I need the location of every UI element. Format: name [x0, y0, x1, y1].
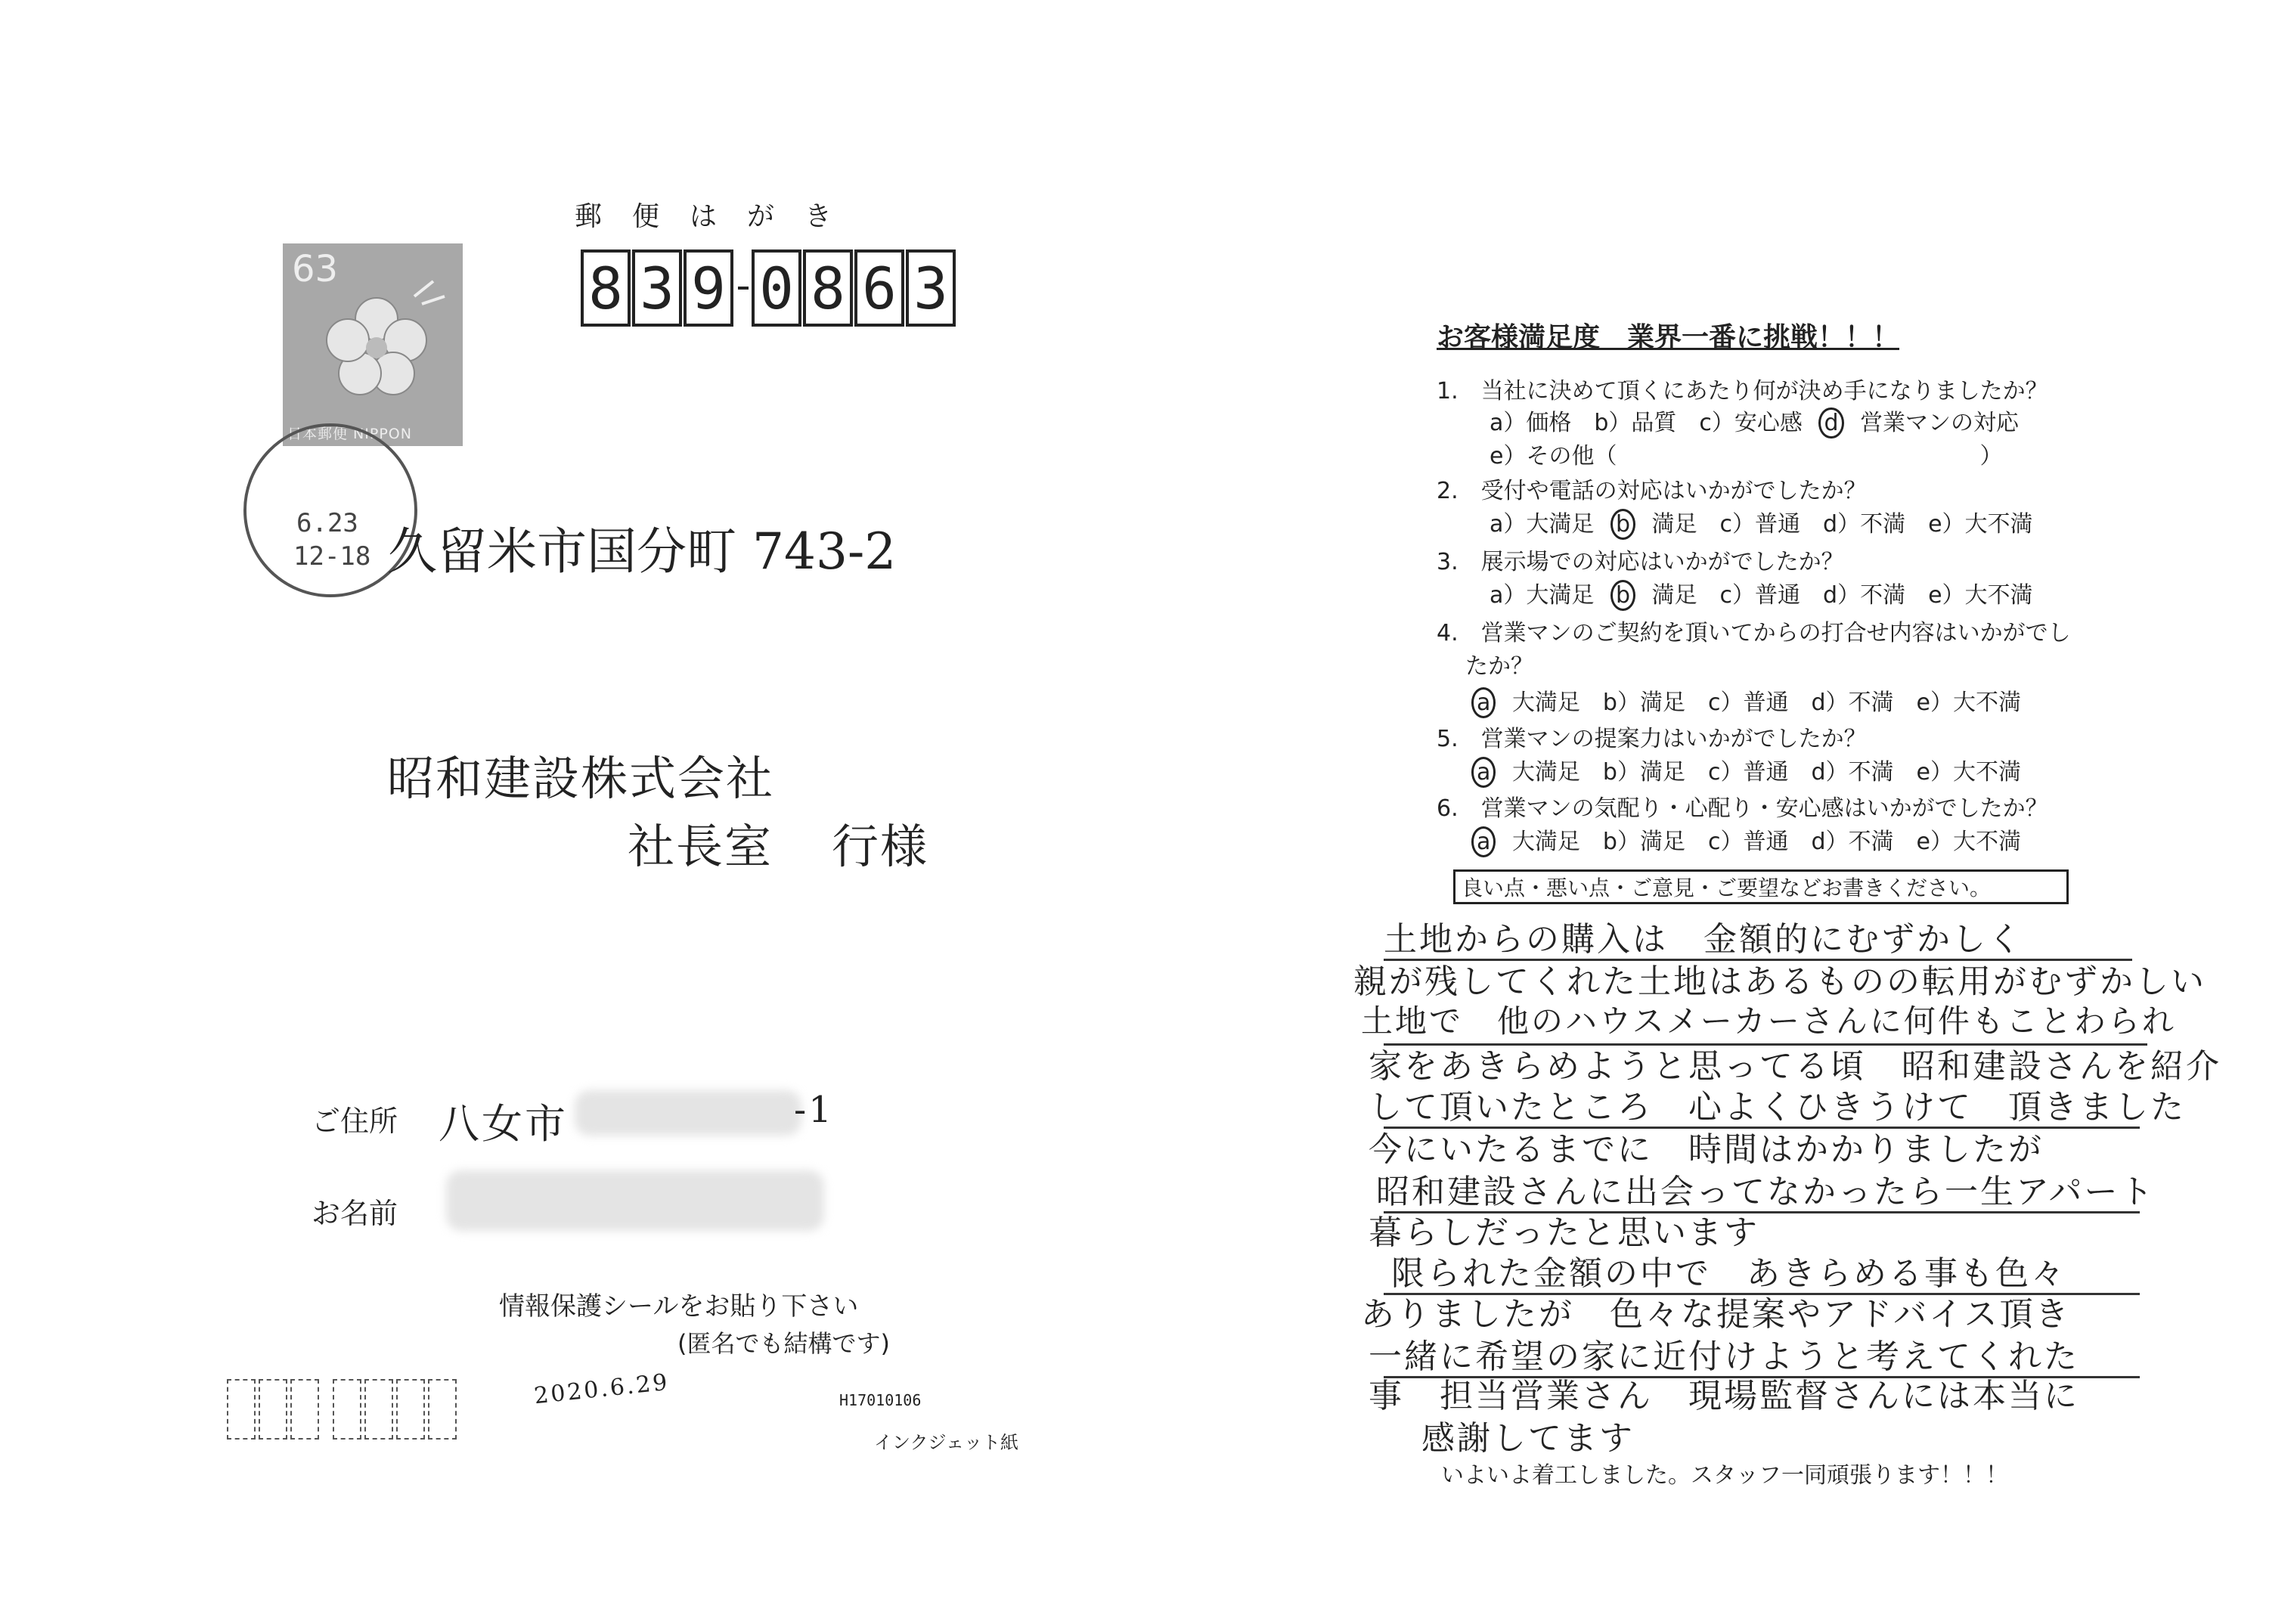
handwritten-line: 親が残してくれた土地はあるものの転用がむずかしい [1353, 962, 2206, 1001]
sender-address-label: ご住所 [312, 1105, 398, 1138]
question-5: 5. 営業マンの提案力はいかがでしたか？ [1437, 726, 1867, 752]
handwritten-line: 一緒に希望の家に近付けようと考えてくれた [1369, 1337, 2079, 1376]
zip-digit: 0 [752, 249, 801, 327]
stamp-value: 63 [292, 248, 339, 290]
sender-address-value: 八女市 [439, 1100, 568, 1148]
recipient-address: 久留米市国分町 743-2 [387, 522, 897, 581]
question-2-options [1490, 505, 2033, 540]
postage-stamp [283, 243, 463, 446]
received-date: 2020.6.29 [532, 1368, 671, 1410]
product-code: H17010106 [839, 1391, 922, 1409]
seal-notice: 情報保護シールをお貼り下さい [499, 1291, 859, 1322]
zip-digit: 3 [906, 249, 956, 327]
postmark-time: 12-18 [293, 541, 371, 572]
paper-type: インクジェット紙 [874, 1432, 1019, 1453]
question-4-answer: a [1471, 687, 1496, 718]
redacted-name [446, 1170, 824, 1231]
question-5-answer: a [1471, 757, 1496, 788]
handwritten-line: 暮らしだったと思います [1369, 1213, 1759, 1252]
zip-digit: 6 [854, 249, 904, 327]
option-text: a）大満足 [1490, 582, 1595, 609]
zip-digit: 9 [684, 249, 733, 327]
question-6-options [1471, 823, 2021, 857]
question-4-options [1471, 683, 2021, 718]
recipient-department: 社長室 [628, 819, 773, 874]
postmark-date: 6.23 [296, 508, 358, 538]
zip-digit: 3 [632, 249, 682, 327]
stamp-text: 日本郵便 NIPPON [287, 426, 412, 442]
handwritten-line: 土地で 他のハウスメーカーさんに何件もことわられ [1361, 1003, 2176, 1040]
question-2-answer: b [1610, 509, 1635, 540]
question-1-answer: d [1818, 408, 1843, 439]
question-5-options [1471, 753, 2021, 788]
postcard-header: 郵便はがき [575, 201, 863, 232]
survey-footer: いよいよ着工しました。スタッフ一同頑張ります！！！ [1441, 1462, 2008, 1489]
question-6-answer: a [1471, 826, 1496, 857]
option-text: 大満足 b）満足 c）普通 d）不満 e）大不満 [1511, 690, 2021, 716]
redacted-address [575, 1090, 801, 1136]
option-text: 満足 c）普通 d）不満 e）大不満 [1651, 582, 2033, 609]
sender-zip-boxes [227, 1379, 457, 1440]
question-1-other: e）その他（ ） [1490, 443, 2003, 470]
option-text: 大満足 b）満足 c）普通 d）不満 e）大不満 [1511, 829, 2021, 855]
question-1: 1. 当社に決めて頂くにあたり何が決め手になりましたか？ [1437, 378, 2048, 404]
handwritten-line: 今にいたるまでに 時間はかかりましたが [1369, 1130, 2044, 1169]
postal-code [581, 249, 957, 327]
handwritten-line: ありましたが 色々な提案やアドバイス頂き [1361, 1295, 2071, 1334]
option-text: 大満足 b）満足 c）普通 d）不満 e）大不満 [1511, 759, 2021, 786]
handwritten-line: 昭和建設さんに出会ってなかったら一生アパート [1376, 1173, 2156, 1211]
seal-notice-sub: (匿名でも結構です) [677, 1329, 890, 1358]
survey-title: お客様満足度 業界一番に挑戦！！！ [1437, 322, 1900, 353]
handwritten-line: 感謝してます [1421, 1419, 1635, 1458]
question-4: 4. 営業マンのご契約を頂いてからの打合せ内容はいかがでし [1437, 620, 2071, 646]
zip-digit: 8 [803, 249, 853, 327]
question-2: 2. 受付や電話の対応はいかがでしたか？ [1437, 478, 1867, 504]
question-3-options [1490, 576, 2033, 611]
handwritten-line: 事 担当営業さん 現場監督さんには本当に [1369, 1377, 2079, 1415]
sender-address-suffix: -1 [794, 1089, 834, 1131]
option-text: a）大満足 [1490, 511, 1595, 538]
handwritten-line: 限られた金額の中で あきらめる事も色々 [1391, 1254, 2066, 1293]
question-1-options [1490, 404, 2019, 439]
zip-separator [738, 287, 749, 290]
sender-name-label: お名前 [312, 1197, 398, 1230]
handwritten-line: して頂いたところ 心よくひきうけて 頂きました [1369, 1088, 2186, 1127]
question-4-cont: たか？ [1465, 653, 1533, 680]
comment-prompt: 良い点・悪い点・ご意見・ご要望などお書きください。 [1453, 869, 2069, 904]
recipient-company: 昭和建設株式会社 [387, 751, 775, 806]
handwritten-line: 土地からの購入は 金額的にむずかしく [1384, 920, 2023, 959]
zip-digit: 8 [581, 249, 631, 327]
question-1-options-text: a）価格 b）品質 c）安心感 [1490, 410, 1803, 436]
question-3: 3. 展示場での対応はいかがでしたか？ [1437, 549, 1844, 575]
option-text: 満足 c）普通 d）不満 e）大不満 [1651, 511, 2033, 538]
question-6: 6. 営業マンの気配り・心配り・安心感はいかがでしたか？ [1437, 795, 2048, 822]
cherry-blossom-icon [301, 274, 452, 417]
question-3-answer: b [1610, 580, 1635, 611]
recipient-honorific: 行様 [832, 819, 929, 874]
handwritten-line: 家をあきらめようと思ってる頃 昭和建設さんを紹介 [1369, 1047, 2221, 1086]
question-1-answer-label: 営業マンの対応 [1860, 410, 2020, 436]
